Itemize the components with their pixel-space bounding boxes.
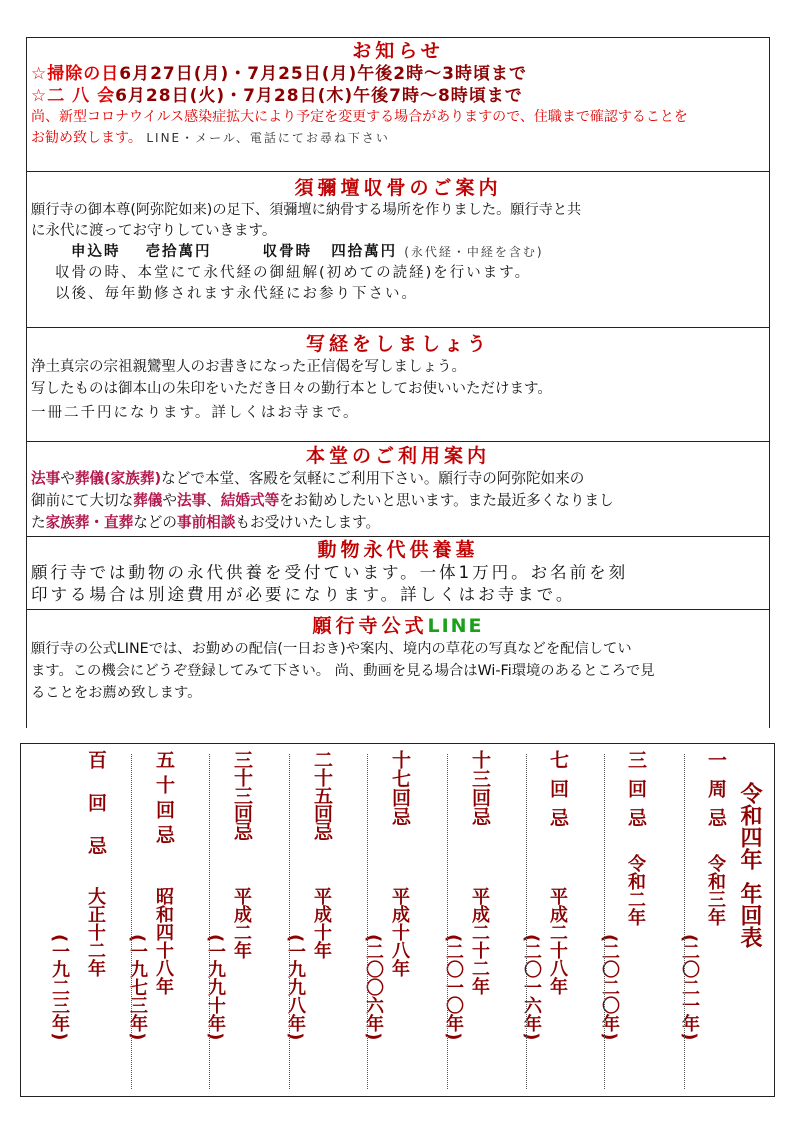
hondo-title: 本堂のご利用案内 (305, 445, 490, 467)
hondo-text-3b: などの (133, 514, 177, 531)
hondo-line-3 (31, 512, 765, 534)
line-line-2: ます。この機会にどうぞ登録してみて下さい。 尚、動画を見る場合はWi-Fi環境のあるところで見 (31, 663, 655, 679)
dobutsu-line-2: 印する場合は別途費用が必要になります。詳しくはお寺まで。 (31, 585, 576, 604)
covid-warning-red: お勧め致します。 (31, 130, 142, 146)
dobutsu-line-1: 願行寺では動物の永代供養を受付ています。一体1万円。お名前を刻 (31, 563, 629, 582)
hondo-comma: 、 (206, 492, 221, 509)
hondo-text-2b: をお勧めしたいと思います。また最近多くなりまし (279, 492, 614, 509)
memorial-title: 二十五回忌 (311, 750, 333, 840)
nihachi-dates: 6月28日(火)・7月28日(木)午後7時〜8時頃まで (115, 86, 523, 106)
hondo-section (27, 442, 769, 537)
memorial-year: (二〇〇六年) (363, 934, 384, 1041)
memorial-year: (一九九八年) (285, 934, 306, 1041)
calendar-column (49, 750, 107, 1090)
calendar-column (443, 750, 491, 1090)
calendar-header (734, 782, 764, 948)
calendar-column (127, 750, 175, 1090)
memorial-era: 令和二年 (625, 854, 646, 926)
calendar-column (205, 750, 253, 1090)
nihachi-line (31, 85, 765, 107)
hondo-text-3c: もお受けいたします。 (235, 514, 381, 531)
shakyo-title: 写経をしましょう (305, 333, 490, 355)
hondo-hoji-2: 法事 (176, 492, 207, 509)
notice-title: お知らせ (352, 40, 444, 62)
hondo-consult: 事前相談 (176, 514, 236, 531)
dobutsu-title: 動物永代供養墓 (317, 539, 479, 561)
shumidan-line-2: に永代に渡ってお守りしていきます。 (31, 223, 277, 239)
calendar-header-title: 年回表 (737, 882, 762, 948)
hondo-wedding: 結婚式等 (220, 492, 280, 509)
memorial-title: 七回忌 (547, 750, 569, 837)
memorial-year: (二〇二〇年) (599, 934, 620, 1041)
hondo-sogi: 葬儀 (133, 492, 163, 509)
notice-section (27, 38, 769, 172)
memorial-title: 三回忌 (625, 750, 647, 837)
memorial-title: 十三回忌 (469, 750, 491, 826)
column-divider (367, 754, 368, 1089)
cleaning-day-line (31, 63, 765, 85)
memorial-year: (二〇二一年) (679, 934, 700, 1041)
memorial-year: (二〇一六年) (521, 934, 542, 1041)
memorial-title: 五十回忌 (153, 750, 175, 850)
shumidan-line-3: 収骨の時、本堂にて永代経の御紐解(初めての読経)を行います。 (55, 265, 532, 281)
shumidan-section (27, 172, 769, 328)
price-collect: 四拾萬円 (331, 244, 398, 260)
memorial-era: 平成十八年 (389, 887, 410, 977)
memorial-era: 平成二年 (231, 887, 252, 959)
shumidan-prices (31, 242, 765, 263)
shakyo-line-3: 一冊二千円になります。詳しくはお寺まで。 (31, 405, 360, 421)
line-section (27, 610, 769, 728)
shakyo-line-1: 浄土真宗の宗祖親鸞聖人のお書きになった正信偈を写しましょう。 (31, 359, 466, 375)
hondo-ya: や (60, 470, 75, 487)
shumidan-title: 須彌壇収骨のご案内 (294, 177, 502, 199)
column-divider (131, 754, 132, 1089)
covid-warning-1: 尚、新型コロナウイルス感染症拡大により予定を変更する場合がありますので、住職まで確認することを (31, 109, 688, 125)
memorial-calendar (20, 743, 775, 1097)
hondo-ya-2: や (162, 492, 177, 509)
calendar-column (363, 750, 411, 1090)
line-title (31, 614, 765, 638)
memorial-era: 大正十二年 (85, 887, 106, 977)
memorial-title: 一周忌 (705, 750, 727, 837)
calendar-column (679, 750, 727, 1090)
calendar-column (285, 750, 333, 1090)
shakyo-section (27, 328, 769, 442)
dobutsu-section (27, 537, 769, 610)
column-divider (604, 754, 605, 1089)
hondo-line-1 (31, 468, 765, 490)
cleaning-day-dates: 6月27日(月)・7月25日(月)午後2時〜3時頃まで (119, 64, 527, 84)
price-apply: 壱拾萬円 (145, 244, 212, 260)
memorial-title: 十七回忌 (389, 750, 411, 826)
price-apply-label: 申込時 (71, 244, 121, 260)
column-divider (526, 754, 527, 1089)
hondo-sogi-kazoku: 葬儀(家族葬) (74, 470, 162, 487)
cleaning-day-label: ☆掃除の日 (31, 64, 120, 84)
contact-note: LINE・メール、電話にてお尋ね下さい (146, 131, 390, 145)
shumidan-line-4: 以後、毎年勤修されます永代経にお参り下さい。 (55, 286, 418, 302)
shumidan-line-1: 願行寺の御本尊(阿弥陀如来)の足下、須彌壇に納骨する場所を作りました。願行寺と共 (31, 202, 582, 218)
memorial-era: 令和三年 (705, 854, 726, 926)
memorial-year: (二〇一〇年) (443, 934, 464, 1041)
price-note: (永代経・中経を含む) (404, 245, 544, 259)
hondo-kazoku-jikiso: 家族葬・直葬 (45, 514, 134, 531)
calendar-column (521, 750, 569, 1090)
column-divider (447, 754, 448, 1089)
price-collect-label: 収骨時 (262, 244, 313, 260)
covid-warning-2 (31, 128, 765, 149)
memorial-era: 平成十年 (311, 887, 332, 959)
line-line-1: 願行寺の公式LINEでは、お勤めの配信(一日おき)や案内、境内の草花の写真などを配信してい (31, 641, 632, 657)
shakyo-line-2: 写したものは御本山の朱印をいただき日々の勤行本としてお使いいただけます。 (31, 381, 552, 397)
calendar-header-year: 令和四年 (737, 782, 762, 870)
memorial-year: (一九九十年) (205, 934, 226, 1041)
column-divider (289, 754, 290, 1089)
hondo-line-2 (31, 490, 765, 512)
calendar-column (599, 750, 647, 1090)
notice-panel (26, 37, 770, 728)
memorial-era: 昭和四十八年 (153, 887, 174, 995)
nihachi-label: ☆二 八 会 (31, 86, 116, 106)
hondo-text-1: などで本堂、客殿を気軽にご利用下さい。願行寺の阿弥陀如来の (161, 470, 585, 487)
hondo-text-2a: 御前にて大切な (31, 492, 134, 509)
hondo-hoji: 法事 (31, 470, 61, 487)
memorial-era: 平成二十二年 (469, 887, 490, 995)
column-divider (209, 754, 210, 1089)
memorial-year: (一九二三年) (49, 934, 70, 1041)
hondo-text-3a: た (31, 514, 46, 531)
line-title-brand: LINE (427, 615, 484, 637)
line-line-3: ることをお薦め致します。 (31, 685, 202, 701)
memorial-year: (一九七三年) (127, 934, 148, 1041)
memorial-title: 三十三回忌 (231, 750, 253, 840)
column-divider (684, 754, 685, 1089)
memorial-era: 平成二十八年 (547, 887, 568, 995)
line-title-text: 願行寺公式 (312, 615, 428, 637)
memorial-title: 百回忌 (85, 750, 107, 879)
